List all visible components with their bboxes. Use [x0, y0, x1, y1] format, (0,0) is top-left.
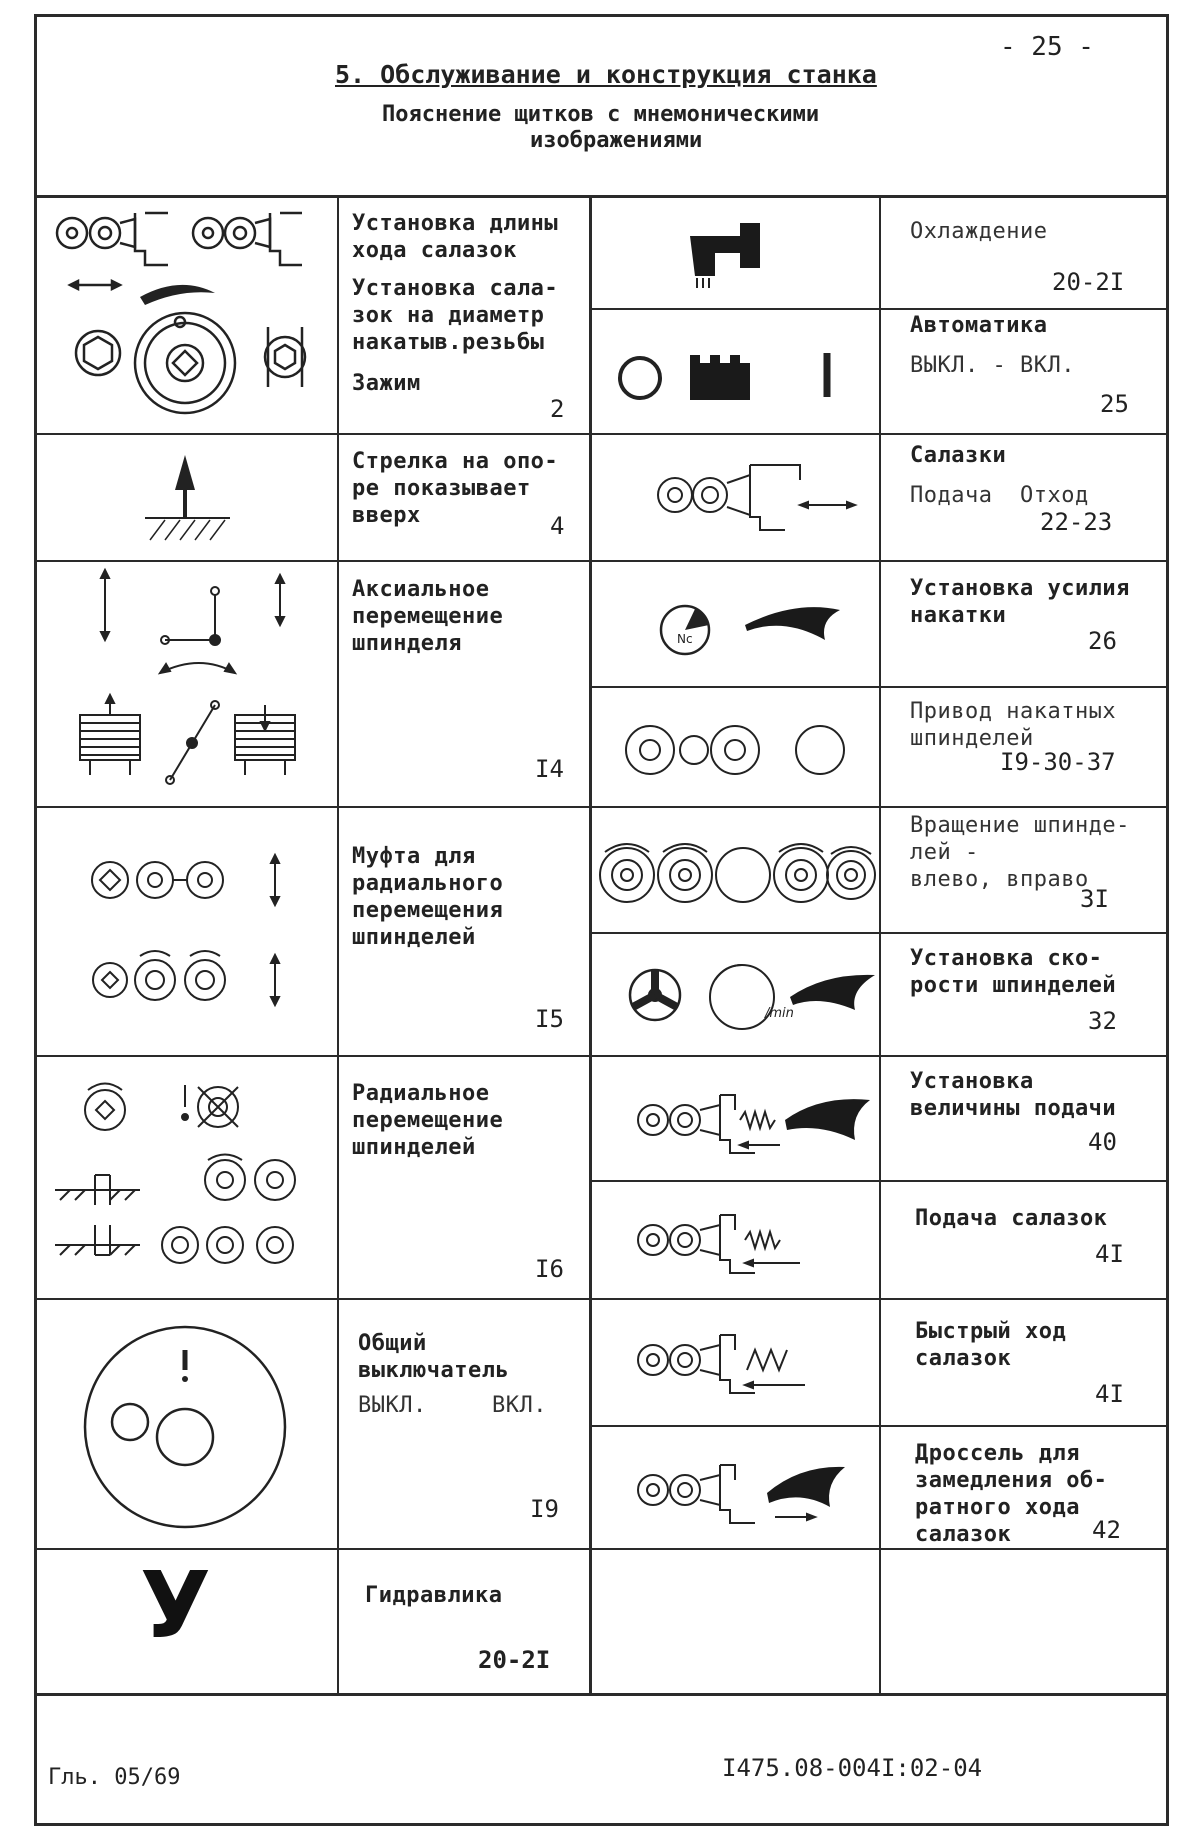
left-row7-ref: 20-2I — [478, 1646, 551, 1674]
main-switch-icon — [80, 1322, 290, 1532]
left-row7-label: Гидравлика — [365, 1583, 503, 1608]
left-row3-ref: I4 — [535, 755, 564, 783]
slide-stroke-setting-icon — [50, 205, 330, 425]
right-row4-ref: 26 — [1088, 627, 1117, 655]
footer-left: Гль. 05/69 — [48, 1765, 181, 1790]
right-row2-ref: 25 — [1100, 390, 1129, 418]
left-row6-off: ВЫКЛ. — [358, 1393, 427, 1418]
right-row3-label2: Подача Отход — [910, 483, 1089, 508]
return-throttle-icon — [635, 1455, 855, 1535]
left-row1-label: Установка длины хода салазок — [352, 211, 559, 263]
right-row7-label: Установка ско- рости шпинделей — [910, 946, 1117, 998]
arrow-up-on-base-icon — [130, 450, 250, 550]
radial-coupling-icon — [80, 830, 310, 1030]
left-row6-label: Общий выключатель — [358, 1331, 510, 1383]
right-row8-ref: 40 — [1088, 1128, 1117, 1156]
right-row6-ref: 3I — [1080, 885, 1109, 913]
axial-spindle-movement-icon — [60, 565, 330, 800]
right-row2-label2: ВЫКЛ. - ВКЛ. — [910, 353, 1075, 378]
right-row8-label: Установка величины подачи — [910, 1069, 1117, 1121]
right-row10-ref: 4I — [1095, 1380, 1124, 1408]
right-row2-label: Автоматика — [910, 313, 1048, 338]
right-row10-label: Быстрый ход салазок — [915, 1319, 1067, 1371]
left-row4-ref: I5 — [535, 1005, 564, 1033]
right-row6-label: Вращение шпинде- лей - влево, вправо — [910, 813, 1130, 892]
left-row1-label2: Установка сала- зок на диаметр накатыв.резьбы — [352, 276, 559, 355]
coolant-tap-icon — [685, 218, 785, 298]
spindle-speed-icon — [625, 955, 880, 1035]
spindle-rotation-icon — [597, 830, 877, 910]
right-row4-label: Установка усилия накатки — [910, 576, 1130, 628]
slide-feed-icon — [635, 1205, 835, 1285]
subtitle-line1: Пояснение щитков с мнемоническими — [382, 102, 820, 127]
subtitle-line2: изображениями — [530, 128, 703, 153]
right-row3-ref: 22-23 — [1040, 508, 1113, 536]
radial-spindle-movement-icon — [50, 1065, 330, 1290]
right-row7-ref: 32 — [1088, 1007, 1117, 1035]
section-title: 5. Обслуживание и конструкция станка — [335, 60, 877, 89]
right-row9-ref: 4I — [1095, 1240, 1124, 1268]
left-row1-label3: Зажим — [352, 371, 421, 396]
left-row1-ref: 2 — [550, 395, 565, 423]
right-row1-ref: 20-2I — [1052, 268, 1125, 296]
left-row4-label: Муфта для радиального перемещения шпинделей — [352, 844, 504, 950]
slide-feed-retract-icon — [655, 455, 865, 535]
left-row3-label: Аксиальное перемещение шпинделя — [352, 577, 504, 656]
right-row3-label: Салазки — [910, 443, 1007, 468]
left-row2-label: Стрелка на опо- ре показывает вверх — [352, 449, 559, 528]
left-row5-ref: I6 — [535, 1255, 564, 1283]
spindle-speed-unit: /min — [765, 1006, 794, 1021]
right-row11-label: Дроссель для замедления об- ратного хода салазок — [915, 1441, 1108, 1547]
footer-doc-number: I475.08-004I:02-04 — [722, 1754, 983, 1782]
hydraulics-icon: У — [140, 1552, 211, 1659]
left-row6-on: ВКЛ. — [492, 1393, 547, 1418]
feed-amount-icon — [635, 1085, 875, 1165]
right-row5-label: Привод накатных шпинделей — [910, 699, 1117, 751]
rolling-force-icon — [655, 595, 855, 675]
automatic-mode-icon — [615, 345, 855, 405]
left-row6-ref: I9 — [530, 1495, 559, 1523]
left-row5-label: Радиальное перемещение шпинделей — [352, 1081, 504, 1160]
rapid-traverse-icon — [635, 1325, 835, 1405]
rolling-spindles-drive-icon — [620, 720, 860, 780]
right-row11-ref: 42 — [1092, 1516, 1121, 1544]
right-row1-label: Охлаждение — [910, 219, 1048, 244]
left-row2-ref: 4 — [550, 512, 565, 540]
svg-text:Nc: Nc — [677, 632, 693, 646]
right-row5-ref: I9-30-37 — [1000, 748, 1116, 776]
right-row9-label: Подача салазок — [915, 1206, 1108, 1231]
page-number: - 25 - — [1000, 32, 1094, 62]
